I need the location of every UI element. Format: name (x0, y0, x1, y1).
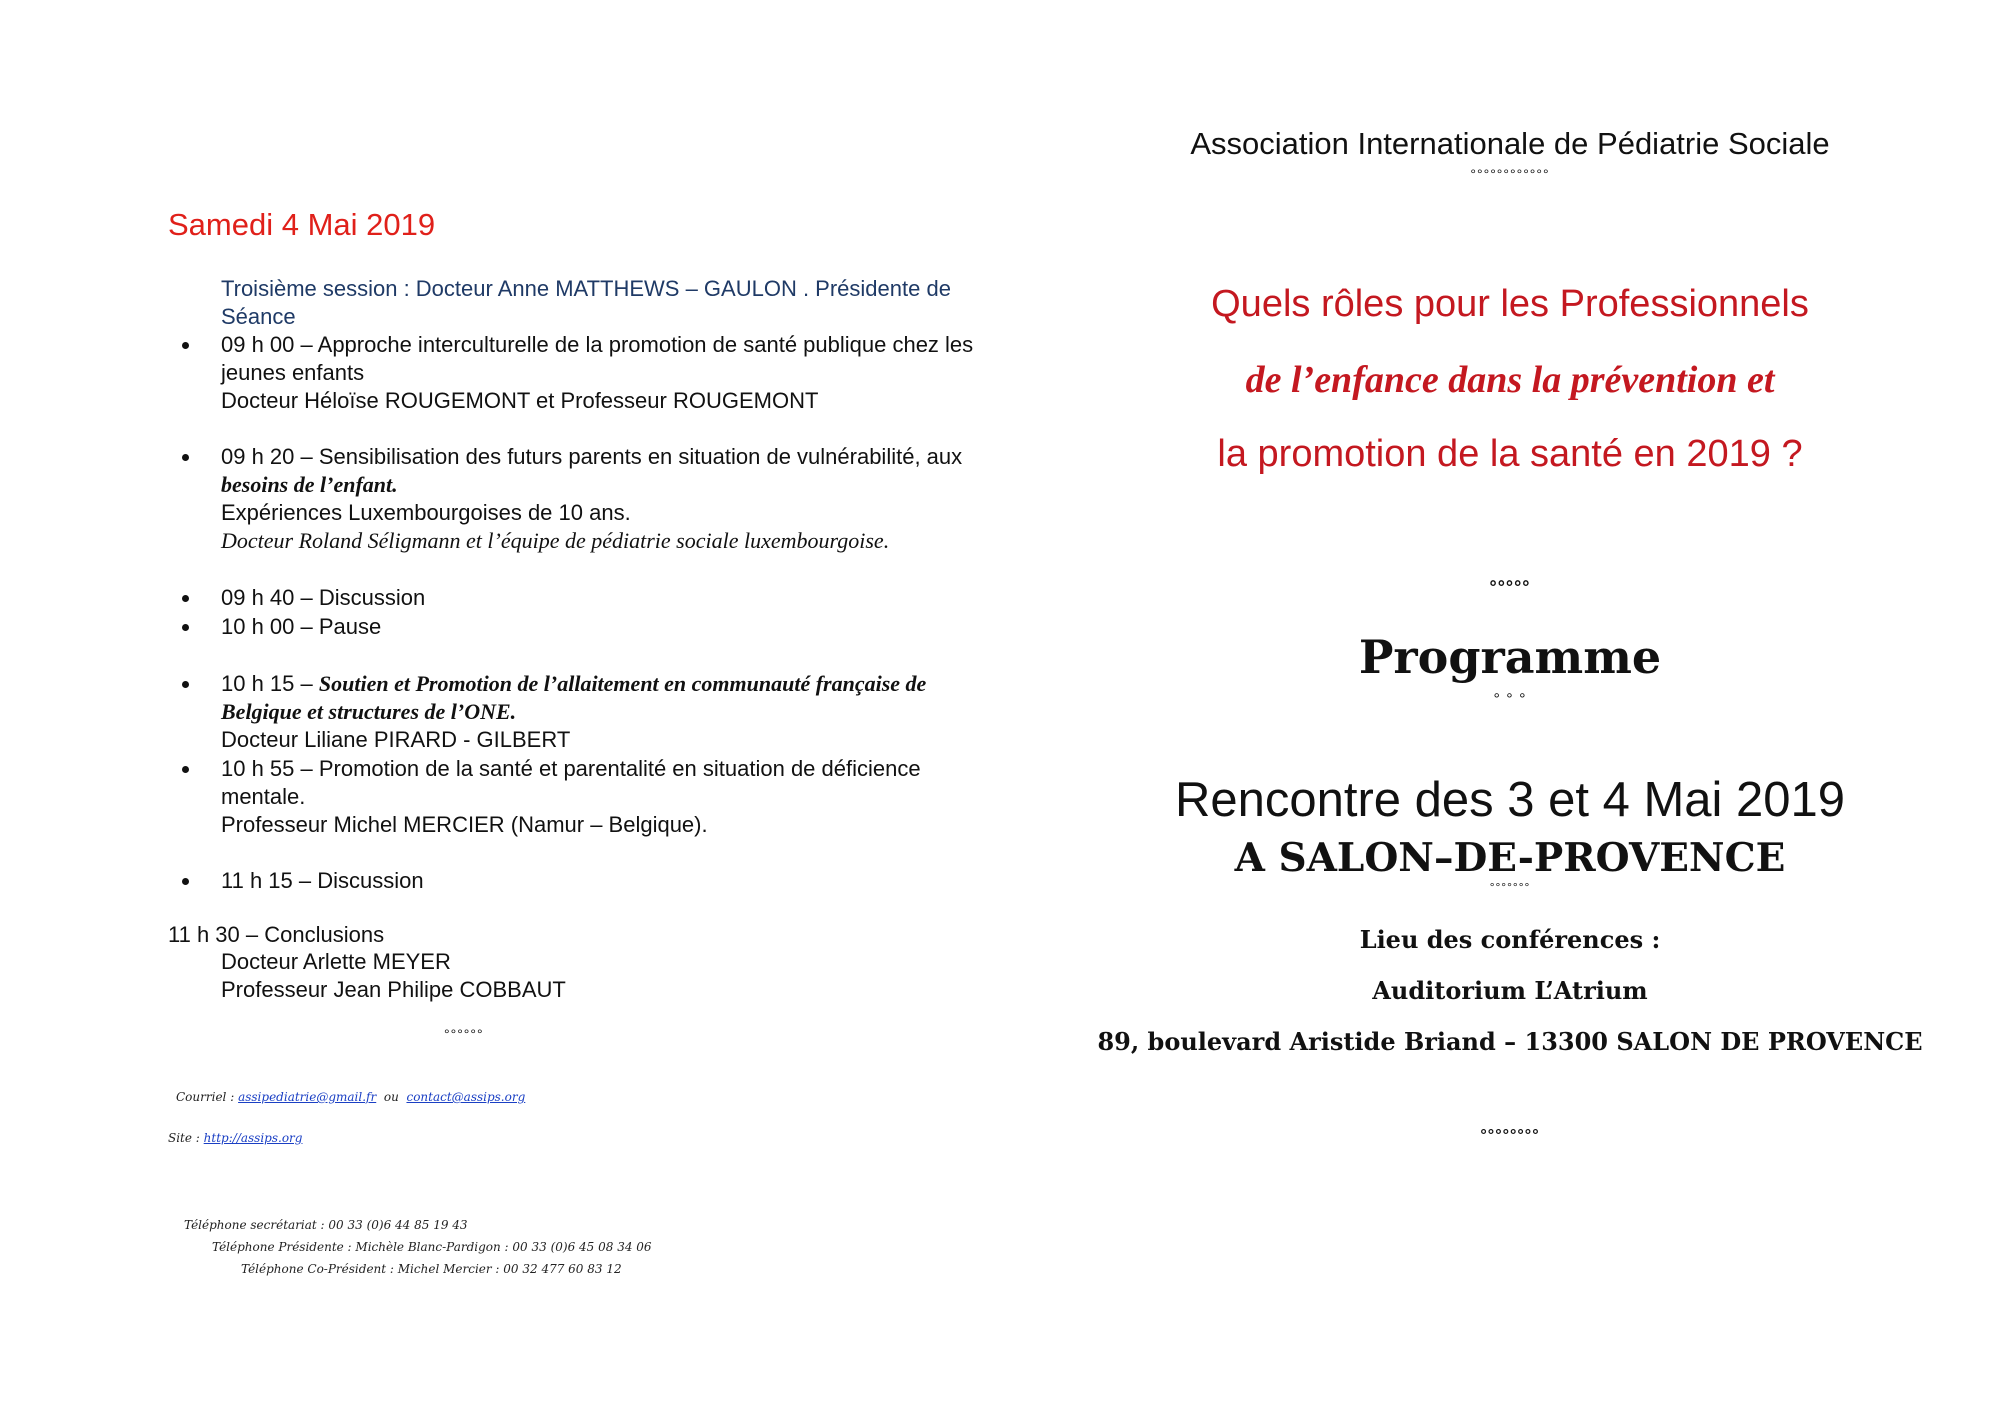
item-line: 10 h 55 – Promotion de la santé et parentalité en situation de déficience (221, 756, 921, 781)
association-name: Association Internationale de Pédiatrie Sociale (1190, 126, 1830, 161)
ornament-dots: °°°°° (1489, 577, 1531, 597)
conclusions-speaker: Professeur Jean Philipe COBBAUT (221, 977, 566, 1002)
site-link[interactable]: http://assips.org (203, 1131, 303, 1145)
item-line-emphasis: Belgique et structures de l’ONE. (221, 699, 517, 724)
event-dates: Rencontre des 3 et 4 Mai 2019 (1174, 773, 1846, 827)
item-speakers: Docteur Roland Séligmann et l’équipe de pédiatrie sociale luxembourgoise. (221, 528, 890, 553)
item-line: 09 h 00 – Approche interculturelle de la promotion de santé publique chez les (221, 332, 974, 357)
phone-co-president: Téléphone Co-Président : Michel Mercier : 00 32 477 60 83 12 (241, 1262, 622, 1276)
session-chair (221, 275, 1001, 331)
venue-name: Auditorium L’Atrium (1372, 976, 1648, 1005)
item-line: 10 h 00 – Pause (221, 614, 382, 639)
conclusions-title: 11 h 30 – Conclusions (168, 922, 385, 947)
item-time: 10 h 15 – (221, 671, 319, 696)
item-line: 11 h 15 – Discussion (221, 868, 424, 893)
program-item-1015 (221, 670, 1011, 754)
item-line: Expériences Luxembourgoises de 10 ans. (221, 500, 631, 525)
ornament-dots: °°°°°°° (1489, 880, 1531, 894)
item-speakers: Docteur Héloïse ROUGEMONT et Professeur ROUGEMONT (221, 388, 819, 413)
ornament-dots: ° ° ° (1493, 691, 1527, 708)
item-line: jeunes enfants (221, 360, 365, 385)
email-link-contact[interactable]: contact@assips.org (406, 1090, 526, 1104)
item-line: 09 h 20 – Sensibilisation des futurs parents en situation de vulnérabilité, aux (221, 444, 963, 469)
email-label: Courriel : (176, 1090, 235, 1104)
phone-president: Téléphone Présidente : Michèle Blanc-Pardigon : 00 33 (0)6 45 08 34 06 (212, 1240, 652, 1254)
venue-address: 89, boulevard Aristide Briand – 13300 SALON DE PROVENCE (1097, 1027, 1923, 1056)
program-item-1055 (221, 755, 1011, 839)
conclusions-speaker: Docteur Arlette MEYER (221, 949, 451, 974)
email-line (176, 1090, 525, 1104)
bullet-icon (182, 681, 189, 688)
ornament-dots: °°°°°°°°°°°° (1470, 166, 1550, 182)
item-line: 09 h 40 – Discussion (221, 585, 426, 610)
item-line-emphasis: Soutien et Promotion de l’allaitement en communauté française de (318, 671, 927, 696)
programme-title: Programme (1358, 630, 1662, 684)
ornament-dots: °°°°°° (444, 1026, 484, 1042)
event-city: A SALON–DE-PROVENCE (1234, 835, 1786, 881)
bullet-icon (182, 766, 189, 773)
item-line-emphasis: besoins de l’enfant. (221, 472, 398, 497)
day-title: Samedi 4 Mai 2019 (168, 207, 436, 242)
site-label: Site : (168, 1131, 200, 1145)
item-line: mentale. (221, 784, 306, 809)
bullet-icon (182, 624, 189, 631)
session-chair-line1: Troisième session : Docteur Anne MATTHEWS – GAULON . Présidente de (221, 276, 951, 301)
site-line (168, 1131, 302, 1145)
email-link-primary[interactable]: assipediatrie@gmail.fr (238, 1090, 377, 1104)
conference-question-line3: la promotion de la santé en 2019 ? (1217, 433, 1803, 475)
program-item-0900 (221, 331, 1011, 415)
bullet-icon (182, 342, 189, 349)
venue-label: Lieu des conférences : (1359, 925, 1661, 954)
bullet-icon (182, 454, 189, 461)
bullet-icon (182, 878, 189, 885)
conference-question-line1: Quels rôles pour les Professionnels (1211, 283, 1809, 325)
item-speakers: Professeur Michel MERCIER (Namur – Belgique). (221, 812, 708, 837)
phone-secretary: Téléphone secrétariat : 00 33 (0)6 44 85 19 43 (184, 1218, 468, 1232)
program-item-0920 (221, 443, 1011, 555)
item-line (221, 670, 1011, 698)
program-item-1115 (221, 867, 1011, 895)
program-item-1000 (221, 613, 1011, 641)
conference-question-line2: de l’enfance dans la prévention et (1245, 359, 1775, 401)
ornament-dots: °°°°°°°° (1480, 1127, 1540, 1144)
bullet-icon (182, 595, 189, 602)
program-item-0940 (221, 584, 1011, 612)
session-chair-line2: Séance (221, 304, 296, 329)
item-speakers: Docteur Liliane PIRARD - GILBERT (221, 727, 571, 752)
email-or: ou (383, 1090, 399, 1104)
